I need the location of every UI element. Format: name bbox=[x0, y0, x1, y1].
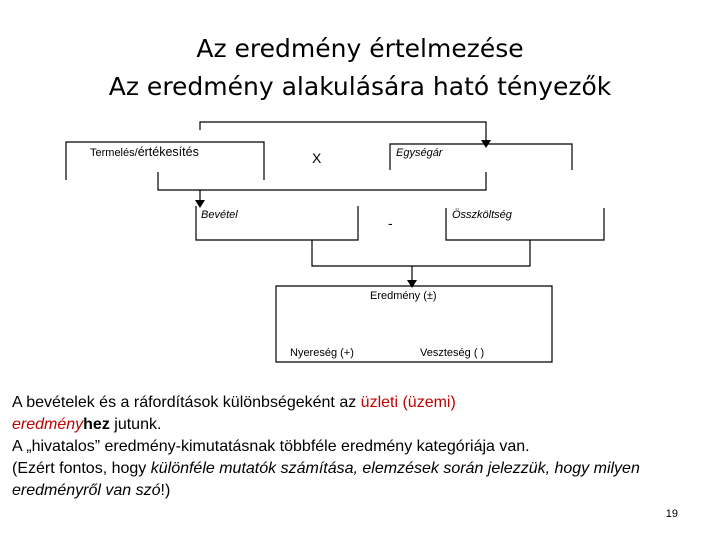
connector-to-bevetel bbox=[158, 172, 486, 190]
arrow-eredmeny bbox=[407, 280, 417, 288]
box-egysegar-label: Egységár bbox=[396, 147, 443, 159]
body-text bbox=[12, 392, 692, 502]
highlight-eredmeny: eredmény bbox=[12, 416, 84, 433]
operator-minus: - bbox=[388, 215, 393, 231]
box-bevetel-label: Bevétel bbox=[201, 209, 238, 221]
box-osszkoltseg-label: Összköltség bbox=[452, 209, 512, 221]
highlight-uzleti: üzleti (üzemi) bbox=[360, 394, 456, 411]
label-nyereseg: Nyereség (+) bbox=[290, 347, 354, 359]
title-line-2: Az eredmény alakulására ható tényezők bbox=[108, 72, 612, 101]
paragraph-2: A „hivatalos” eredmény-kimutatásnak többféle eredmény kategóriája van. bbox=[12, 438, 530, 455]
box-termeles-label: Termelés/értékesítés bbox=[90, 145, 199, 159]
label-veszteseg: Veszteség ( ) bbox=[420, 347, 485, 359]
box-eredmeny-label: Eredmény (±) bbox=[370, 290, 437, 302]
paragraph-1: A bevételek és a ráfordítások különbségeként az üzleti (üzemi) eredményhez jutunk. bbox=[12, 394, 456, 433]
operator-times: X bbox=[312, 150, 322, 166]
title-line-1: Az eredmény értelmezése bbox=[196, 34, 524, 63]
paragraph-3: (Ezért fontos, hogy különféle mutatók számítása, elemzések során jelezzük, hogy milyen eredményről van szó!) bbox=[12, 460, 640, 499]
top-connector bbox=[200, 122, 486, 144]
connector-to-eredmeny bbox=[312, 240, 530, 266]
page-number: 19 bbox=[665, 508, 678, 520]
